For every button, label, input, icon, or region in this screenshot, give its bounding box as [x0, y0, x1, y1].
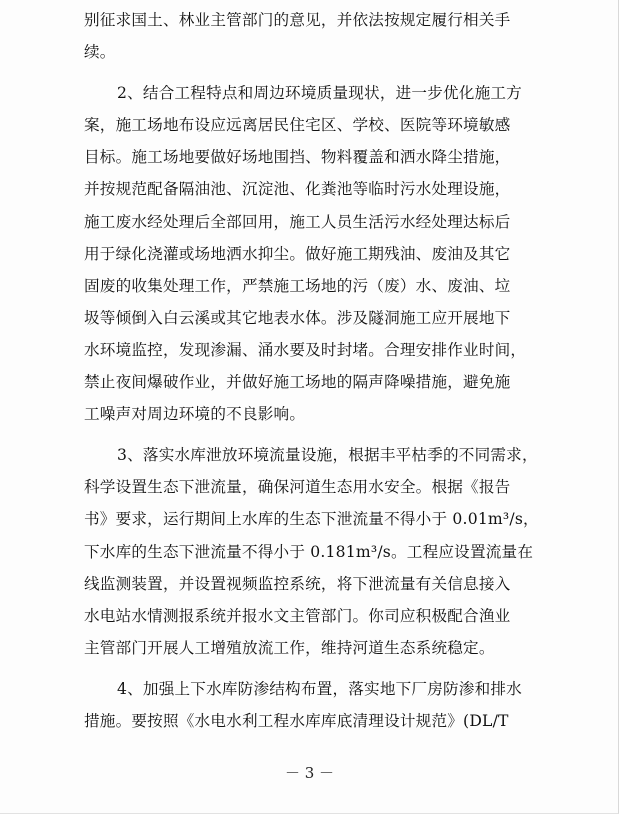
- line-text: 水环境监控，发现渗漏、涌水要及时封堵。合理安排作业时间，: [84, 340, 527, 359]
- line-text: 并按规范配备隔油池、沉淀池、化粪池等临时污水处理设施，: [84, 180, 511, 199]
- line-text: 措施。要按照《水电水利工程水库库底清理设计规范》(DL/T: [84, 711, 509, 730]
- text-line: [84, 109, 540, 141]
- text-line: [84, 568, 540, 600]
- text-line: [84, 36, 540, 68]
- paragraph-spacer: [84, 664, 540, 673]
- line-text: 科学设置生态下泄流量，确保河道生态用水安全。根据《报告: [84, 478, 511, 497]
- text-line: [84, 398, 540, 430]
- line-text: 书》要求，运行期间上水库的生态下泄流量不得小于 0.01m³/s，: [84, 510, 539, 529]
- text-line: [84, 673, 540, 705]
- paragraph-spacer: [84, 68, 540, 77]
- body-text: [84, 4, 540, 737]
- text-line: [84, 141, 540, 173]
- text-line: [84, 471, 540, 503]
- paragraph: [84, 4, 540, 68]
- text-line: [84, 173, 540, 205]
- text-line: [84, 4, 540, 36]
- text-line: [84, 206, 540, 238]
- paragraph: [84, 673, 540, 737]
- line-text: 4、加强上下水库防渗结构布置，落实地下厂房防渗和排水: [117, 679, 522, 698]
- paragraph: [84, 77, 540, 430]
- paragraph: [84, 439, 540, 664]
- text-line: [84, 270, 540, 302]
- line-text: 水电站水情测报系统并报水文主管部门。你司应积极配合渔业: [84, 606, 511, 625]
- line-text: 别征求国土、林业主管部门的意见，并依法按规定履行相关手: [84, 11, 511, 29]
- line-text: 工噪声对周边环境的不良影响。: [84, 405, 306, 424]
- line-text: 施工废水经处理后全部回用，施工人员生活污水经处理达标后: [84, 212, 511, 231]
- line-text: 续。: [84, 43, 116, 62]
- paragraph-spacer: [84, 430, 540, 439]
- page-number: － 3 －: [284, 764, 335, 782]
- line-text: 下水库的生态下泄流量不得小于 0.181m³/s。工程应设置流量在: [84, 542, 534, 561]
- line-text: 圾等倾倒入白云溪或其它地表水体。涉及隧洞施工应开展地下: [84, 308, 511, 327]
- text-line: [84, 302, 540, 334]
- text-line: [84, 632, 540, 664]
- text-line: [84, 77, 540, 109]
- line-text: 用于绿化浇灌或场地洒水抑尘。做好施工期残油、废油及其它: [84, 244, 511, 263]
- line-text: 线监测装置，并设置视频监控系统，将下泄流量有关信息接入: [84, 574, 511, 593]
- text-line: [84, 536, 540, 568]
- line-text: 主管部门开展人工增殖放流工作，维持河道生态系统稳定。: [84, 638, 495, 657]
- line-text: 禁止夜间爆破作业，并做好施工场地的隔声降噪措施，避免施: [84, 373, 511, 392]
- text-line: [84, 439, 540, 471]
- line-text: 2、结合工程特点和周边环境质量现状，进一步优化施工方: [117, 84, 522, 103]
- line-text: 3、落实水库泄放环境流量设施，根据丰平枯季的不同需求，: [117, 446, 538, 465]
- text-line: [84, 238, 540, 270]
- line-text: 目标。施工场地要做好场地围挡、物料覆盖和洒水降尘措施，: [84, 148, 511, 167]
- text-line: [84, 705, 540, 737]
- line-text: 案，施工场地布设应远离居民住宅区、学校、医院等环境敏感: [84, 116, 511, 135]
- text-line: [84, 366, 540, 398]
- text-line: [84, 334, 540, 366]
- line-text: 固废的收集处理工作，严禁施工场地的污（废）水、废油、垃: [84, 276, 511, 295]
- text-line: [84, 503, 540, 535]
- text-line: [84, 600, 540, 632]
